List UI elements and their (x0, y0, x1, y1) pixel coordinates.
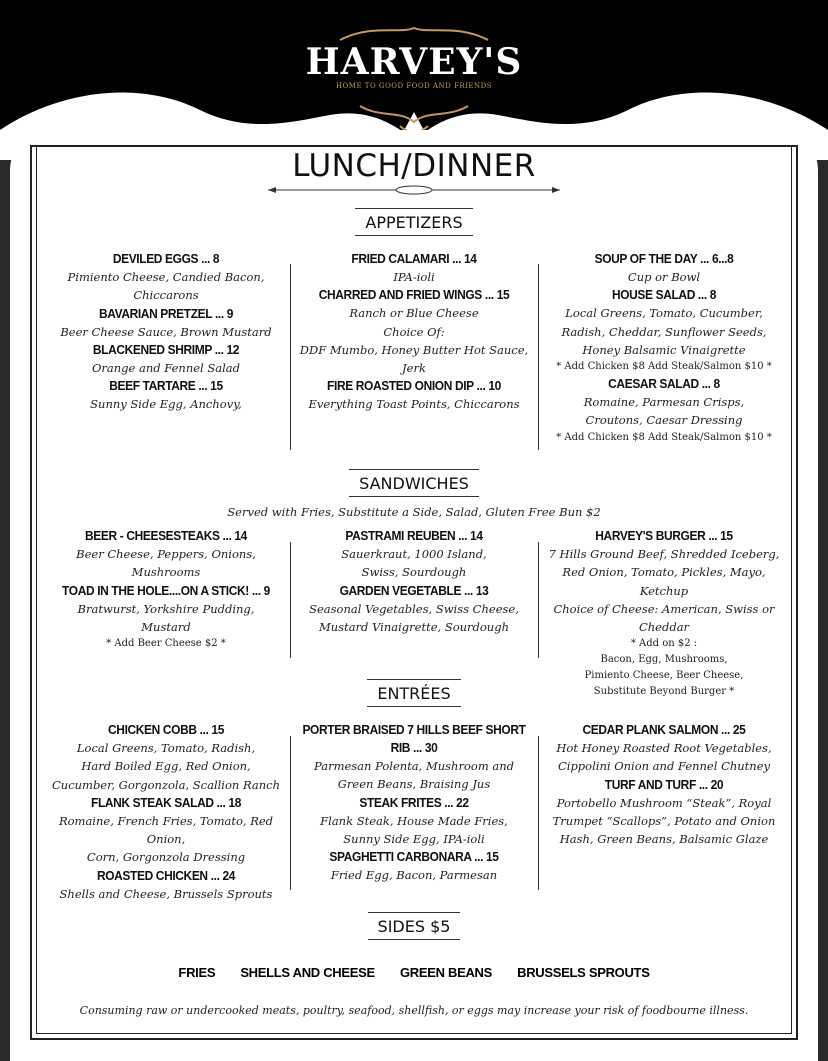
item-desc: IPA-ioli (393, 270, 435, 284)
item-desc: Corn, Gorgonzola Dressing (86, 850, 246, 865)
side-item: SHELLS AND CHEESE (240, 965, 375, 980)
item-desc: Mustard Vinaigrette, Sourdough (319, 619, 509, 634)
item-note: Substitute Beyond Burger * (593, 686, 735, 698)
item-desc: Local Greens, Tomato, Cucumber, (565, 306, 763, 321)
appetizers-heading: APPETIZERS (0, 208, 828, 236)
item-name: CHARRED AND FRIED WINGS ... 15 (318, 287, 510, 303)
appetizers-col-3 (546, 250, 782, 446)
item-desc: Orange and Fennel Salad (91, 360, 241, 375)
item-name: CAESAR SALAD ... 8 (608, 376, 720, 392)
menu-item (540, 527, 788, 700)
item-desc: Romaine, Parmesan Crisps, (583, 395, 745, 410)
menu-item (298, 582, 530, 637)
menu-item (44, 794, 288, 867)
item-name: GARDEN VEGETABLE ... 13 (339, 582, 489, 598)
item-note: Pimiento Cheese, Beer Cheese, (584, 670, 744, 682)
item-name: PORTER BRAISED 7 HILLS BEEF SHORT RIB ... 30 (302, 722, 526, 755)
menu-item (546, 375, 782, 446)
item-desc: 7 Hills Ground Beef, Shredded Iceberg, (548, 547, 780, 561)
food-safety-disclaimer: Consuming raw or undercooked meats, poultry, seafood, shellfish, or eggs may increase your risk of foodbourne illness. (79, 1004, 749, 1017)
item-name: FLANK STEAK SALAD ... 18 (91, 794, 241, 810)
sandwiches-heading: SANDWICHES (0, 469, 828, 497)
page-title: LUNCH/DINNER (292, 148, 536, 184)
side-item: BRUSSELS SPROUTS (517, 965, 650, 980)
menu-item (298, 377, 530, 413)
item-name: BEEF TARTARE ... 15 (109, 378, 223, 394)
item-desc: Beer Cheese Sauce, Brown Mustard (60, 324, 272, 339)
item-name: PASTRAMI REUBEN ... 14 (345, 528, 483, 543)
item-name: FIRE ROASTED ONION DIP ... 10 (327, 378, 501, 394)
item-desc: Local Greens, Tomato, Radish, (76, 741, 256, 755)
menu-item (298, 250, 530, 286)
item-desc: Cippolini Onion and Fennel Chutney (557, 759, 771, 774)
sandwiches-col-1 (50, 527, 282, 652)
item-desc: Beer Cheese, Peppers, Onions, (76, 547, 256, 561)
menu-item (290, 848, 538, 884)
item-desc: Fried Egg, Bacon, Parmesan (330, 868, 498, 883)
item-name: TURF AND TURF ... 20 (604, 776, 724, 792)
sides-list (0, 962, 828, 981)
item-desc: Flank Steak, House Made Fries, (320, 813, 508, 828)
item-desc: Sunny Side Egg, Anchovy, (90, 397, 242, 412)
column-divider (538, 736, 539, 890)
item-name: FRIED CALAMARI ... 14 (351, 251, 477, 266)
item-name: SOUP OF THE DAY ... 6...8 (594, 251, 734, 266)
menu-item (298, 286, 530, 377)
item-desc: Mushrooms (131, 565, 201, 580)
item-desc: Romaine, French Fries, Tomato, Red Onion, (58, 813, 274, 847)
item-name: DEVILED EGGS ... 8 (112, 251, 220, 266)
item-name: BLACKENED SHRIMP ... 12 (92, 341, 240, 357)
column-divider (538, 542, 539, 658)
item-desc: Sauerkraut, 1000 Island, (341, 547, 487, 561)
item-desc: Trumpet “Scallops”, Potato and Onion (552, 813, 776, 828)
entrees-col-1 (44, 721, 288, 903)
item-name: BEER - CHEESESTEAKS ... 14 (85, 528, 247, 543)
item-name: CHICKEN COBB ... 15 (108, 722, 224, 737)
menu-item (298, 527, 530, 582)
sandwiches-col-3 (540, 527, 788, 700)
sides-heading: SIDES $5 (0, 912, 828, 940)
item-note: * Add on $2 : (630, 638, 698, 650)
menu-item (50, 341, 282, 377)
brand-tagline: HOME TO GOOD FOOD AND FRIENDS (335, 82, 493, 90)
item-desc: Hash, Green Beans, Balsamic Glaze (559, 832, 769, 847)
menu-item (50, 377, 282, 413)
item-desc: Ranch or Blue Cheese (349, 306, 479, 321)
entrees-col-2 (290, 721, 538, 884)
item-desc: Swiss, Sourdough (361, 565, 467, 580)
item-desc: Croutons, Caesar Dressing (585, 413, 743, 428)
item-desc: Everything Toast Points, Chiccarons (308, 397, 520, 412)
item-note: * Add Chicken $8 Add Steak/Salmon $10 * (556, 431, 772, 443)
menu-item (546, 250, 782, 286)
menu-item (546, 286, 782, 375)
item-desc: Mustard (141, 619, 191, 634)
column-divider (290, 264, 291, 450)
side-item: GREEN BEANS (399, 965, 493, 980)
item-desc: Portobello Mushroom “Steak”, Royal (556, 795, 772, 810)
item-desc: Hard Boiled Egg, Red Onion, (81, 759, 251, 774)
menu-item (546, 721, 782, 776)
menu-item (546, 776, 782, 849)
item-desc: Green Beans, Braising Jus (337, 777, 491, 792)
item-note: * Add Chicken $8 Add Steak/Salmon $10 * (556, 361, 772, 373)
appetizers-col-2 (298, 250, 530, 414)
sandwiches-col-2 (298, 527, 530, 636)
item-name: BAVARIAN PRETZEL ... 9 (98, 305, 234, 321)
menu-item (290, 794, 538, 849)
menu-item (50, 250, 282, 305)
entrees-col-3 (546, 721, 782, 848)
item-desc: Pimiento Cheese, Candied Bacon, (67, 270, 265, 284)
menu-item (50, 582, 282, 653)
item-desc: Cucumber, Gorgonzola, Scallion Ranch (51, 777, 281, 792)
item-name: ROASTED CHICKEN ... 24 (96, 867, 236, 883)
logo (300, 22, 528, 142)
item-desc: Hot Honey Roasted Root Vegetables, (556, 741, 772, 755)
item-name: TOAD IN THE HOLE....ON A STICK! ... 9 (62, 582, 270, 598)
item-desc: Parmesan Polenta, Mushroom and (314, 759, 514, 773)
item-desc: Shells and Cheese, Brussels Sprouts (59, 886, 273, 901)
item-desc: Chiccarons (133, 288, 199, 303)
sandwiches-subnote: Served with Fries, Substitute a Side, Salad, Gluten Free Bun $2 (227, 505, 601, 519)
item-name: STEAK FRITES ... 22 (359, 794, 469, 810)
column-divider (290, 542, 291, 658)
item-desc: Choice Of: (383, 324, 445, 339)
entrees-heading: ENTRÉES (0, 679, 828, 707)
item-desc: Radish, Cheddar, Sunflower Seeds, (561, 324, 767, 339)
item-name: HOUSE SALAD ... 8 (611, 287, 717, 303)
item-name: CEDAR PLANK SALMON ... 25 (582, 722, 746, 737)
menu-item (290, 721, 538, 794)
item-desc: Cup or Bowl (627, 270, 701, 284)
menu-item (50, 527, 282, 582)
menu-item (44, 721, 288, 794)
item-name: HARVEY'S BURGER ... 15 (595, 528, 733, 543)
brand-name: HARVEY'S (305, 41, 523, 83)
item-desc: Seasonal Vegetables, Swiss Cheese, (309, 601, 519, 616)
item-desc: Honey Balsamic Vinaigrette (582, 342, 746, 357)
item-desc: Choice of Cheese: American, Swiss or Cheddar (553, 601, 775, 635)
item-desc: Sunny Side Egg, IPA-ioli (343, 831, 485, 846)
item-desc: DDF Mumbo, Honey Butter Hot Sauce, Jerk (299, 342, 529, 376)
side-item: FRIES (178, 965, 216, 980)
item-desc: Bratwurst, Yorkshire Pudding, (77, 601, 255, 616)
appetizers-col-1 (50, 250, 282, 413)
column-divider (538, 264, 539, 450)
menu-item (50, 305, 282, 341)
menu-item (44, 867, 288, 903)
item-note: Bacon, Egg, Mushrooms, (600, 654, 728, 666)
item-note: * Add Beer Cheese $2 * (106, 638, 226, 650)
item-desc: Red Onion, Tomato, Pickles, Mayo, Ketchup (562, 565, 766, 598)
item-name: SPAGHETTI CARBONARA ... 15 (329, 849, 499, 865)
title-divider (268, 184, 560, 196)
